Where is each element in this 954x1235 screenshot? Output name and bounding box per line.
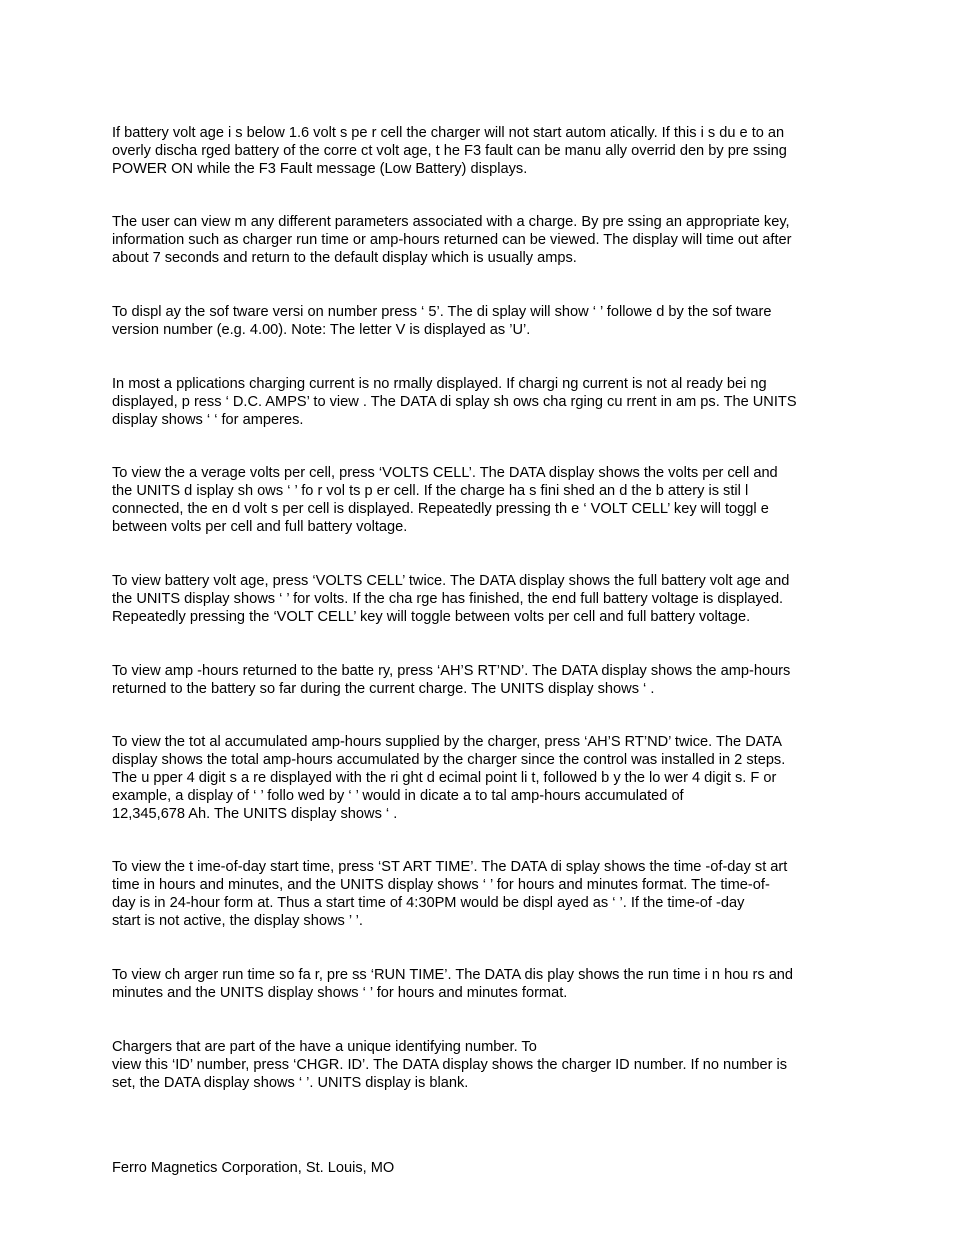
- text-line: the UNITS d isplay sh ows ‘ ’ fo r vol ts p er cell. If the charge ha s fini shed an d the b attery is stil l: [112, 483, 749, 499]
- text-line: The u pper 4 digit s a re displayed with the ri ght d ecimal point li t, followed b y the lo wer 4 digit s. F or: [112, 770, 777, 786]
- paragraph-amp-hours-returned: [112, 662, 844, 698]
- text-line: between volts per cell and full battery voltage.: [112, 519, 408, 535]
- text-line: minutes and the UNITS display shows ‘ ’ for hours and minutes format.: [112, 985, 568, 1001]
- text-line: displayed, p ress ‘ D.C. AMPS’ to view . The DATA di splay sh ows cha rging cu rrent in am ps. The UNITS: [112, 394, 797, 410]
- text-line: To displ ay the sof tware versi on number press ‘ 5’. The di splay will show ‘ ’ followe d by the sof tware: [112, 304, 772, 320]
- text-line: 12,345,678 Ah. The UNITS display shows ‘ .: [112, 806, 398, 822]
- paragraph-low-battery-override: [112, 124, 844, 178]
- text-line: The user can view m any different parameters associated with a charge. By pre ssing an appropriate key,: [112, 214, 790, 230]
- text-line: returned to the battery so far during the current charge. The UNITS display shows ‘ .: [112, 681, 655, 697]
- paragraph-start-time: [112, 858, 844, 930]
- text-line: time in hours and minutes, and the UNITS display shows ‘ ’ for hours and minutes format. The time-of-: [112, 877, 770, 893]
- text-line: start is not active, the display shows ’ ’.: [112, 913, 363, 929]
- text-line: POWER ON while the F3 Fault message (Low Battery) displays.: [112, 161, 528, 177]
- text-line: In most a pplications charging current is no rmally displayed. If chargi ng current is not al ready bei ng: [112, 376, 767, 392]
- text-line: To view amp -hours returned to the batte ry, press ‘AH’S RT’ND’. The DATA display shows the amp-hours: [112, 663, 791, 679]
- text-line: Repeatedly pressing the ‘VOLT CELL’ key will toggle between volts per cell and full battery voltage.: [112, 609, 751, 625]
- text-line: the UNITS display shows ‘ ’ for volts. If the cha rge has finished, the end full battery voltage is displayed.: [112, 591, 784, 607]
- paragraph-charging-current: [112, 375, 844, 429]
- text-line: example, a display of ‘ ’ follo wed by ‘ ’ would in dicate a to tal amp-hours accumulated of: [112, 788, 684, 804]
- paragraph-charger-id: [112, 1038, 844, 1092]
- text-line: view this ‘ID’ number, press ‘CHGR. ID’. The DATA display shows the charger ID number. If no number is: [112, 1057, 788, 1073]
- text-line: set, the DATA display shows ‘ ’. UNITS display is blank.: [112, 1075, 469, 1091]
- paragraph-view-parameters: [112, 213, 844, 267]
- page-footer: Ferro Magnetics Corporation, St. Louis, MO: [112, 1160, 395, 1176]
- text-line: To view ch arger run time so fa r, pre ss ‘RUN TIME’. The DATA dis play shows the run time i n hou rs and: [112, 967, 794, 983]
- text-line: To view the tot al accumulated amp-hours supplied by the charger, press ‘AH’S RT’ND’ twice. The DATA: [112, 734, 782, 750]
- text-line: display shows the total amp-hours accumulated by the charger since the control was installed in 2 steps.: [112, 752, 786, 768]
- text-line: day is in 24-hour form at. Thus a start time of 4:30PM would be displ ayed as ‘ ’. If the time-of -day: [112, 895, 745, 911]
- text-line: overly discha rged battery of the corre ct volt age, t he F3 fault can be manu ally overrid den by pre ssing: [112, 143, 787, 159]
- text-line: To view the a verage volts per cell, press ‘VOLTS CELL’. The DATA display shows the volts per cell and: [112, 465, 778, 481]
- text-line: Chargers that are part of the have a unique identifying number. To: [112, 1039, 537, 1055]
- text-line: information such as charger run time or amp-hours returned can be viewed. The display will time out after: [112, 232, 792, 248]
- text-line: To view the t ime-of-day start time, press ‘ST ART TIME’. The DATA di splay shows the time -of-day st art: [112, 859, 788, 875]
- paragraph-volts-per-cell: [112, 464, 844, 536]
- paragraph-run-time: [112, 966, 844, 1002]
- text-line: To view battery volt age, press ‘VOLTS CELL’ twice. The DATA display shows the full battery volt age and: [112, 573, 790, 589]
- paragraph-battery-voltage: [112, 572, 844, 626]
- paragraph-software-version: [112, 303, 844, 339]
- text-line: If battery volt age i s below 1.6 volt s pe r cell the charger will not start autom atically. If this i s du e to an: [112, 125, 785, 141]
- text-line: display shows ‘ ‘ for amperes.: [112, 412, 304, 428]
- text-line: about 7 seconds and return to the default display which is usually amps.: [112, 250, 577, 266]
- paragraph-total-amp-hours: [112, 733, 844, 823]
- text-line: version number (e.g. 4.00). Note: The letter V is displayed as ’U’.: [112, 322, 531, 338]
- text-line: connected, the en d volt s per cell is displayed. Repeatedly pressing th e ‘ VOLT CELL’ key will toggl e: [112, 501, 769, 517]
